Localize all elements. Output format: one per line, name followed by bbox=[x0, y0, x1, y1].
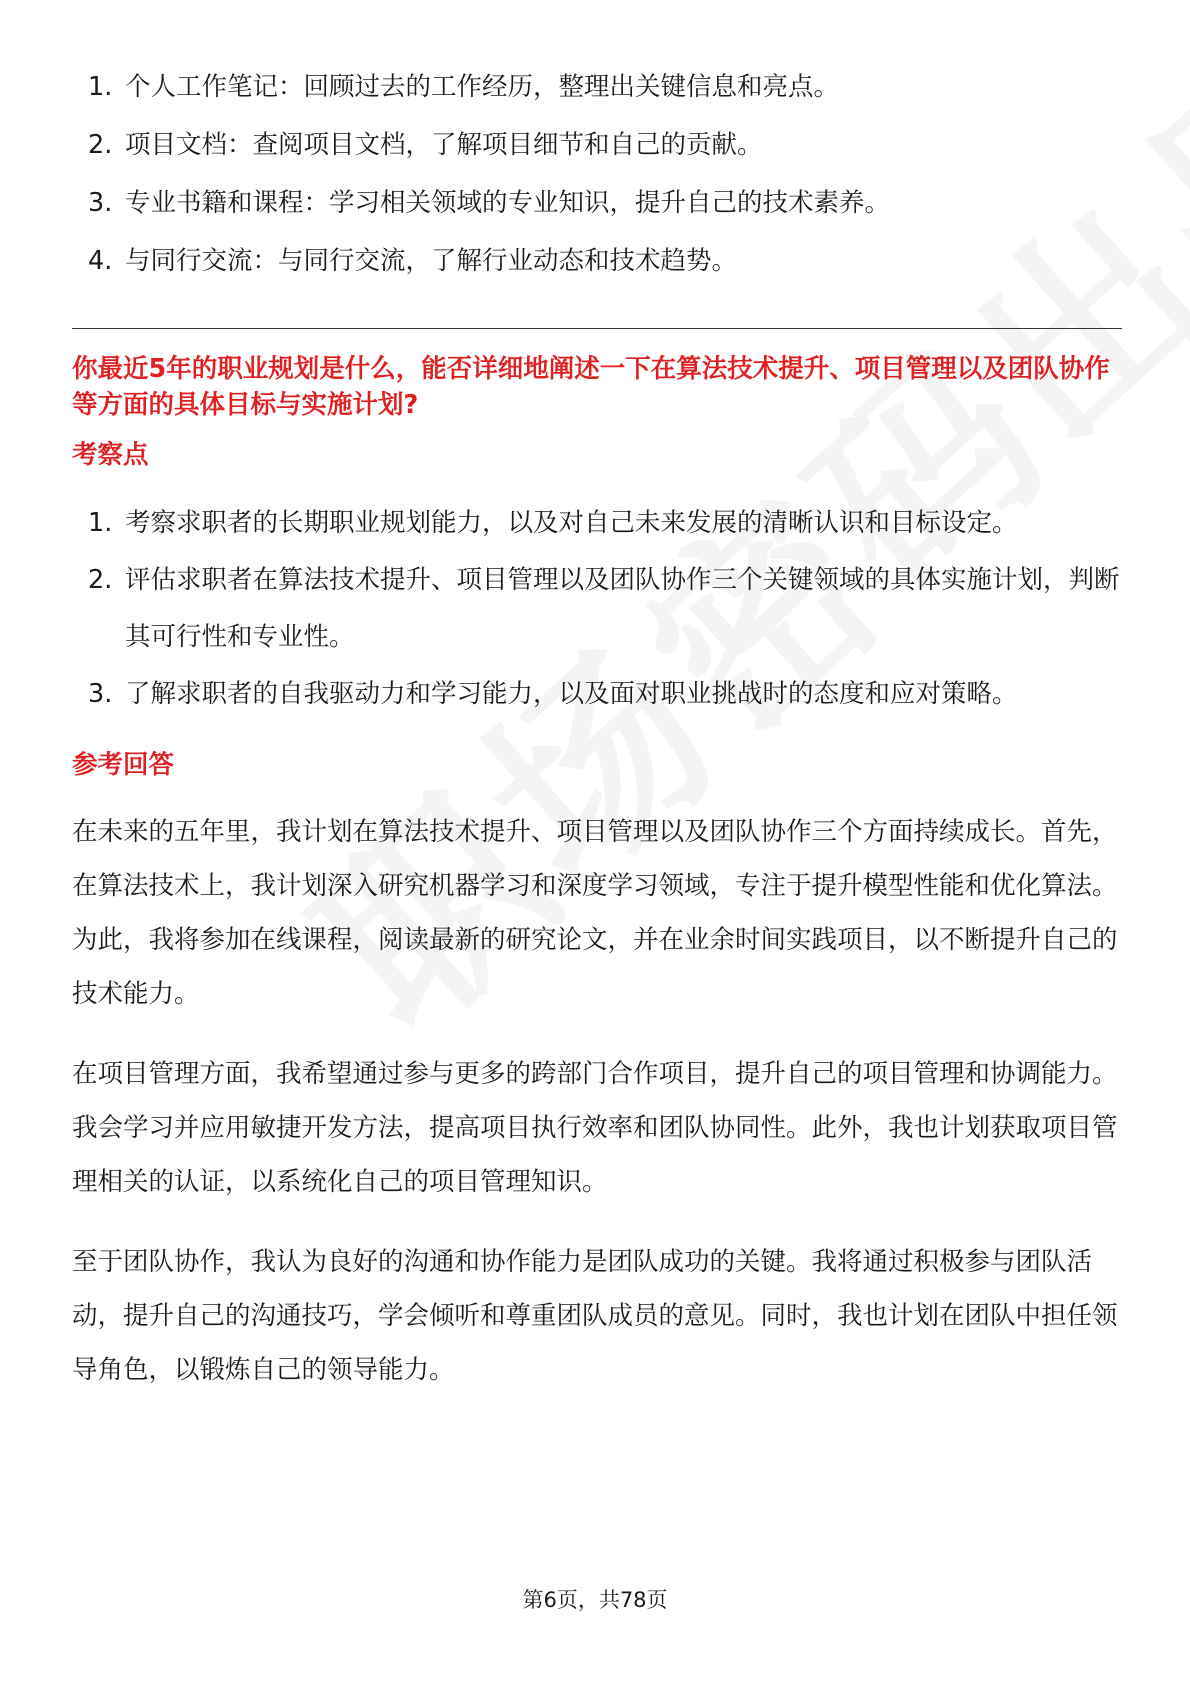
answer-paragraph: 至于团队协作，我认为良好的沟通和协作能力是团队成功的关键。我将通过积极参与团队活动，提升自己的沟通技巧，学会倾听和尊重团队成员的意见。同时，我也计划在团队中担任领导角色，以锻炼自己的领导能力。 bbox=[72, 1247, 1118, 1385]
list-item-number: 3. bbox=[88, 188, 113, 218]
section-divider bbox=[72, 328, 1122, 329]
list-item-text: 了解求职者的自我驱动力和学习能力，以及面对职业挑战时的态度和应对策略。 bbox=[125, 679, 1018, 709]
list-item bbox=[72, 116, 1122, 174]
list-item-number: 4. bbox=[88, 246, 113, 276]
list-item-number: 3. bbox=[88, 679, 113, 709]
list-item bbox=[72, 666, 1122, 723]
list-item bbox=[72, 174, 1122, 232]
points-list bbox=[72, 495, 1122, 723]
resource-list bbox=[72, 58, 1122, 290]
page-content bbox=[72, 58, 1122, 1423]
answer-heading: 参考回答 bbox=[72, 750, 175, 780]
page-number: 第6页，共78页 bbox=[522, 1588, 668, 1612]
answer-paragraph: 在未来的五年里，我计划在算法技术提升、项目管理以及团队协作三个方面持续成长。首先，在算法技术上，我计划深入研究机器学习和深度学习领域，专注于提升模型性能和优化算法。为此，我将参加在线课程，阅读最新的研究论文，并在业余时间实践项目，以不断提升自己的技术能力。 bbox=[72, 817, 1118, 1009]
answer-paragraph: 在项目管理方面，我希望通过参与更多的跨部门合作项目，提升自己的项目管理和协调能力。我会学习并应用敏捷开发方法，提高项目执行效率和团队协同性。此外，我也计划获取项目管理相关的认证，以系统化自己的项目管理知识。 bbox=[72, 1059, 1118, 1197]
list-item bbox=[72, 232, 1122, 290]
list-item-number: 1. bbox=[88, 72, 113, 102]
list-item-text: 考察求职者的长期职业规划能力，以及对自己未来发展的清晰认识和目标设定。 bbox=[125, 508, 1018, 538]
list-item-text: 评估求职者在算法技术提升、项目管理以及团队协作三个关键领域的具体实施计划，判断其可行性和专业性。 bbox=[125, 565, 1120, 652]
list-item bbox=[72, 58, 1122, 116]
list-item-text: 个人工作笔记：回顾过去的工作经历，整理出关键信息和亮点。 bbox=[125, 72, 840, 102]
list-item bbox=[72, 552, 1122, 666]
list-item-text: 项目文档：查阅项目文档，了解项目细节和自己的贡献。 bbox=[125, 130, 763, 160]
list-item-text: 与同行交流：与同行交流，了解行业动态和技术趋势。 bbox=[125, 246, 738, 276]
points-heading: 考察点 bbox=[72, 440, 149, 470]
list-item-text: 专业书籍和课程：学习相关领域的专业知识，提升自己的技术素养。 bbox=[125, 188, 891, 218]
list-item bbox=[72, 495, 1122, 552]
list-item-number: 2. bbox=[88, 130, 113, 160]
question-heading: 你最近5年的职业规划是什么，能否详细地阐述一下在算法技术提升、项目管理以及团队协作等方面的具体目标与实施计划? bbox=[72, 354, 1110, 420]
list-item-number: 1. bbox=[88, 508, 113, 538]
list-item-number: 2. bbox=[88, 565, 113, 595]
